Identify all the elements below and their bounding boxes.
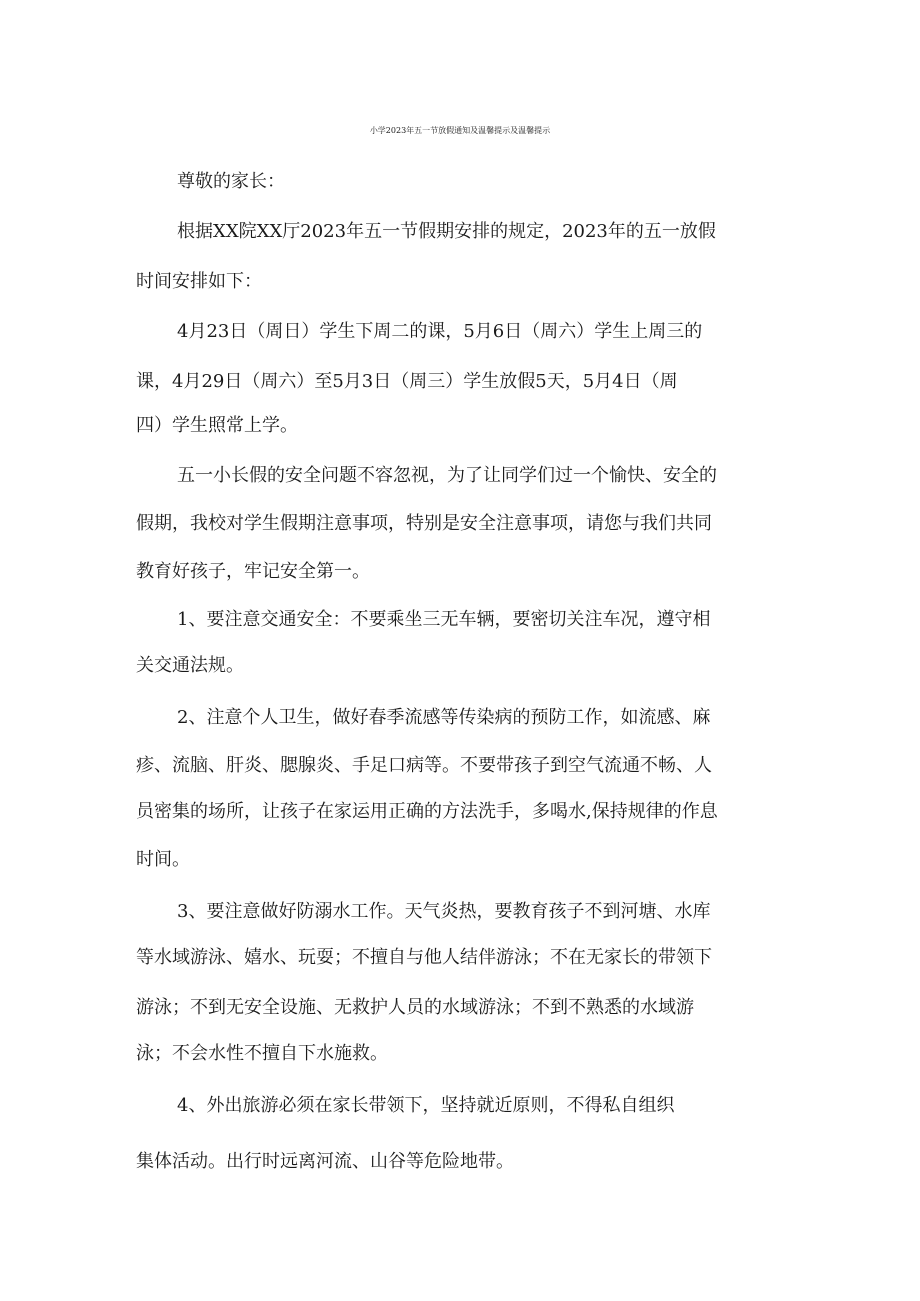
paragraph-line: 假期，我校对学生假期注意事项，特别是安全注意事项，请您与我们共同: [136, 513, 712, 534]
paragraph-line: 3、要注意做好防溺水工作。天气炎热，要教育孩子不到河塘、水库: [177, 901, 711, 922]
paragraph-line: 集体活动。出行时远离河流、山谷等危险地带。: [136, 1151, 514, 1172]
page-title: 小学2023年五一节放假通知及温馨提示及温馨提示: [369, 126, 551, 135]
paragraph-line: 等水域游泳、嬉水、玩耍；不擅自与他人结伴游泳；不在无家长的带领下: [136, 947, 712, 968]
paragraph-line: 泳；不会水性不擅自下水施救。: [136, 1043, 388, 1064]
salutation: 尊敬的家长：: [177, 171, 285, 192]
paragraph-line: 疹、流脑、肝炎、腮腺炎、手足口病等。不要带孩子到空气流通不畅、人: [136, 755, 712, 776]
paragraph-line: 时间安排如下：: [136, 271, 262, 292]
paragraph-line: 教育好孩子，牢记安全第一。: [136, 561, 370, 582]
paragraph-line: 课，4月29日（周六）至5月3日（周三）学生放假5天，5月4日（周: [136, 371, 678, 392]
paragraph-line: 关交通法规。: [136, 655, 244, 676]
paragraph-line: 五一小长假的安全问题不容忽视，为了让同学们过一个愉快、安全的: [177, 465, 717, 486]
paragraph-line: 2、注意个人卫生，做好春季流感等传染病的预防工作，如流感、麻: [177, 707, 711, 728]
paragraph-line: 游泳；不到无安全设施、无救护人员的水域游泳；不到不熟悉的水域游: [136, 997, 694, 1018]
paragraph-line: 1、要注意交通安全：不要乘坐三无车辆，要密切关注车况，遵守相: [177, 609, 711, 630]
paragraph-line: 员密集的场所，让孩子在家运用正确的方法洗手，多喝水,保持规律的作息: [136, 801, 718, 822]
paragraph-line: 根据XX院XX厅2023年五一节假期安排的规定，2023年的五一放假: [177, 221, 716, 242]
paragraph-line: 4、外出旅游必须在家长带领下，坚持就近原则，不得私自组织: [177, 1095, 675, 1116]
paragraph-line: 时间。: [136, 849, 190, 870]
paragraph-line: 四）学生照常上学。: [136, 415, 298, 436]
paragraph-line: 4月23日（周日）学生下周二的课，5月6日（周六）学生上周三的: [177, 321, 703, 342]
